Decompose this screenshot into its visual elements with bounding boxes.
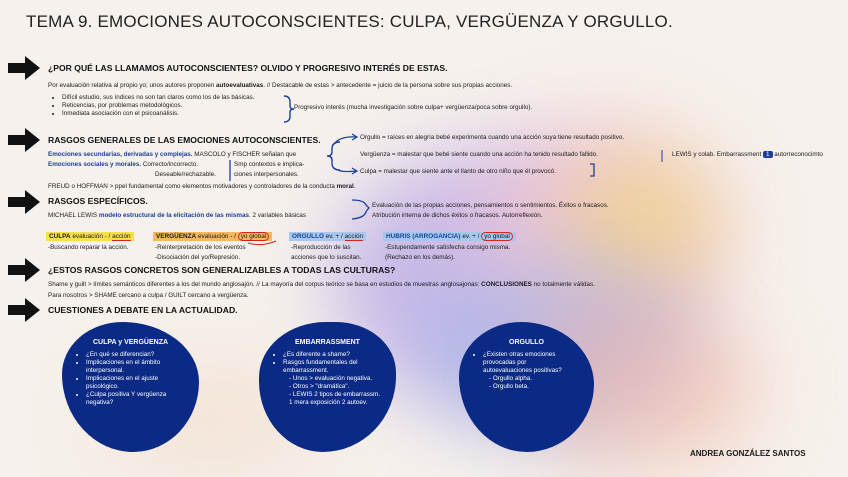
sub-item: - LEWIS 2 tipos de embarrassm. bbox=[289, 391, 380, 398]
text-underlined: acción bbox=[344, 233, 364, 240]
progresivo-interes: Progresivo interés (mucha investigación sobre culpa+ vergüenza/poca sobre orgullo). bbox=[294, 104, 533, 111]
text: . // Destacable de estas > antecedente = juicio de la persona sobre sus propias acciones. bbox=[263, 82, 513, 89]
sub-item: - Orgullo beta. bbox=[489, 383, 529, 390]
right-arrow-icon bbox=[8, 128, 40, 152]
s1-line1 bbox=[48, 82, 512, 90]
blob-list bbox=[459, 351, 594, 375]
right-arrow-icon bbox=[8, 56, 40, 80]
text-bold: ORGULLO bbox=[292, 233, 324, 240]
text-bold: HUBRIS (ARROGANCIA) bbox=[386, 233, 461, 240]
list-item: • ¿En qué se diferencian? bbox=[86, 351, 199, 359]
text: ev. + / bbox=[323, 233, 345, 240]
text-underlined: acción bbox=[112, 233, 131, 240]
text: Por evaluación relativa al propio yo; unos autores proponen bbox=[48, 82, 217, 89]
text: Shame y guilt > límites semánticos diferentes a los del mundo anglosajón. // La mayoría del corpus teórico se basa en estudios de muestras anglosajonas: bbox=[48, 281, 482, 288]
text: no totalmente válidas. bbox=[531, 281, 595, 288]
right-arrow-icon bbox=[8, 298, 40, 322]
text-circled: yo global bbox=[238, 232, 270, 241]
s2-sociales bbox=[48, 161, 198, 169]
section-heading-cuestiones: CUESTIONES A DEBATE EN LA ACTUALIDAD. bbox=[48, 305, 238, 315]
variable-evaluacion: Evaluación de las propias acciones, pensamientos o sentimientos. Éxitos o fracasos. bbox=[372, 202, 609, 209]
text: . bbox=[353, 183, 356, 190]
list-item: • ¿Es diferente a shame? bbox=[283, 351, 396, 359]
verguenza-pill bbox=[153, 232, 272, 241]
text-circled: yo global bbox=[481, 232, 513, 241]
list-item: • Difícil estudio, sus índices no son tan claros como los de las básicas. bbox=[62, 94, 255, 102]
sub-item: - Unos > evaluación negativa. bbox=[289, 375, 373, 382]
orgullo-pill bbox=[289, 232, 366, 241]
right-arrow-icon bbox=[8, 258, 40, 282]
text-blue: Emociones secundarias, derivadas y complejas. bbox=[48, 151, 193, 158]
s2-deseable: Deseable/rechazable. bbox=[155, 171, 216, 178]
text: FREUD o HOFFMAN > ppel fundamental como elementos motivadores y controladores de la conducta bbox=[48, 183, 337, 190]
sub-item: - Orgullo alpha. bbox=[489, 375, 533, 382]
text: ev. + / bbox=[460, 233, 482, 240]
text-bold: VERGÜENZA bbox=[156, 233, 197, 240]
hubris-pill bbox=[383, 232, 516, 241]
section-heading-culturas: ¿ESTOS RASGOS CONCRETOS SON GENERALIZABLES A TODAS LAS CULTURAS? bbox=[48, 265, 396, 275]
blob-list bbox=[259, 351, 396, 375]
s2-smp2: ciones interpersonales. bbox=[234, 171, 299, 178]
blob-title: CULPA y VERGÜENZA bbox=[92, 339, 169, 346]
orgullo-desc-2: acciones que lo suscitan. bbox=[291, 254, 362, 261]
hubris-desc-1: -Estupendamente satisfecha consigo misma. bbox=[385, 244, 511, 251]
number-badge: 1 bbox=[763, 151, 773, 158]
s1-bullet-list bbox=[50, 94, 255, 118]
text-bold: moral bbox=[336, 183, 354, 190]
right-arrow-icon bbox=[8, 190, 40, 214]
variable-atribucion: Atribución interna de dichos éxitos o fracasos. Autorreflexión. bbox=[372, 212, 543, 219]
blob-title: EMBARRASSMENT bbox=[295, 339, 360, 346]
list-item: • ¿Existen otras emociones provocadas por autoevaluaciones positivas? bbox=[483, 351, 571, 375]
text: LEWIS y colab. Embarrassment bbox=[672, 151, 762, 158]
sub-item: - Otros > "dramática". bbox=[289, 383, 350, 390]
text: evaluación - / bbox=[70, 233, 113, 240]
s4-line1 bbox=[48, 281, 595, 289]
text-bold: CULPA bbox=[49, 233, 71, 240]
culpa-pill bbox=[46, 232, 134, 241]
lewis-embarrassment bbox=[672, 151, 823, 159]
text: . 2 variables básicas bbox=[249, 212, 307, 219]
culpa-desc: -Buscando reparar la acción. bbox=[48, 244, 129, 251]
text: autorreconocimto bbox=[774, 151, 823, 158]
list-item: • Reticencias, por problemas metodológicos. bbox=[62, 102, 255, 110]
s2-freud bbox=[48, 183, 355, 191]
s3-michael-lewis bbox=[48, 212, 306, 220]
culpa-definition: Culpa = malestar que siente ante el llanto de otro niño que él provocó. bbox=[360, 168, 556, 175]
author-name: ANDREA GONZÁLEZ SANTOS bbox=[690, 449, 806, 458]
text: evaluación - / bbox=[196, 233, 238, 240]
hubris-desc-2: (Rechazo en los demás). bbox=[385, 254, 455, 261]
page-title: TEMA 9. EMOCIONES AUTOCONSCIENTES: CULPA, VERGÜENZA Y ORGULLO. bbox=[26, 12, 673, 31]
list-item: • Rasgos fundamentales del embarrassment. bbox=[283, 359, 373, 375]
verguenza-definition: Vergüenza = malestar que bebé siente cuando una acción ha tenido resultado fallido. bbox=[360, 151, 598, 158]
text: MICHAEL LEWIS bbox=[48, 212, 99, 219]
section-heading-autoconscientes: ¿POR QUÉ LAS LLAMAMOS AUTOCONSCIENTES? OLVIDO Y PROGRESIVO INTERÉS DE ESTAS. bbox=[48, 63, 448, 73]
text-bold: CONCLUSIONES bbox=[481, 281, 532, 288]
text-bold: autoevaluativas bbox=[216, 82, 264, 89]
s2-secundarias bbox=[48, 151, 296, 159]
orgullo-desc-1: -Reproducción de las bbox=[291, 244, 351, 251]
text-blue: Emociones sociales y morales. bbox=[48, 161, 142, 168]
text-blue: modelo estructural de la elicitación de las mismas bbox=[98, 212, 249, 219]
section-heading-rasgos-generales: RASGOS GENERALES DE LAS EMOCIONES AUTOCONSCIENTES. bbox=[48, 135, 321, 145]
sub-item: 1 mera exposición 2 autoev. bbox=[289, 399, 368, 406]
orgullo-definition: Orgullo = raíces en alegría bebé experimenta cuando una acción suya tiene resultado positivo. bbox=[360, 134, 625, 141]
verguenza-desc-1: -Reinterpretación de los eventos bbox=[155, 244, 246, 251]
blob-sublist bbox=[459, 375, 594, 391]
text: MASCOLO y FISCHER señalan que bbox=[192, 151, 297, 158]
section-heading-rasgos-especificos: RASGOS ESPECÍFICOS. bbox=[48, 196, 148, 206]
s2-smp1: Smp contextos e implica- bbox=[234, 161, 305, 168]
list-item: • Implicaciones en el ámbito interpersonal. bbox=[86, 359, 176, 375]
blob-title: ORGULLO bbox=[509, 339, 544, 346]
list-item: • ¿Culpa positiva Y vergüenza negativa? bbox=[86, 391, 186, 407]
verguenza-desc-2: -Disociación del yo/Represión. bbox=[155, 254, 241, 261]
list-item: • Implicaciones en el ajuste psicológico. bbox=[86, 375, 176, 391]
s4-line2: Para nosotros > SHAME cercano a culpa / GUILT cercano a vergüenza. bbox=[48, 292, 249, 299]
text: Correcto/incorrecto. bbox=[141, 161, 199, 168]
blob-sublist bbox=[259, 375, 396, 407]
blob-list bbox=[62, 351, 199, 407]
list-item: • Inmediata asociación con el psicoanálisis. bbox=[62, 110, 255, 118]
